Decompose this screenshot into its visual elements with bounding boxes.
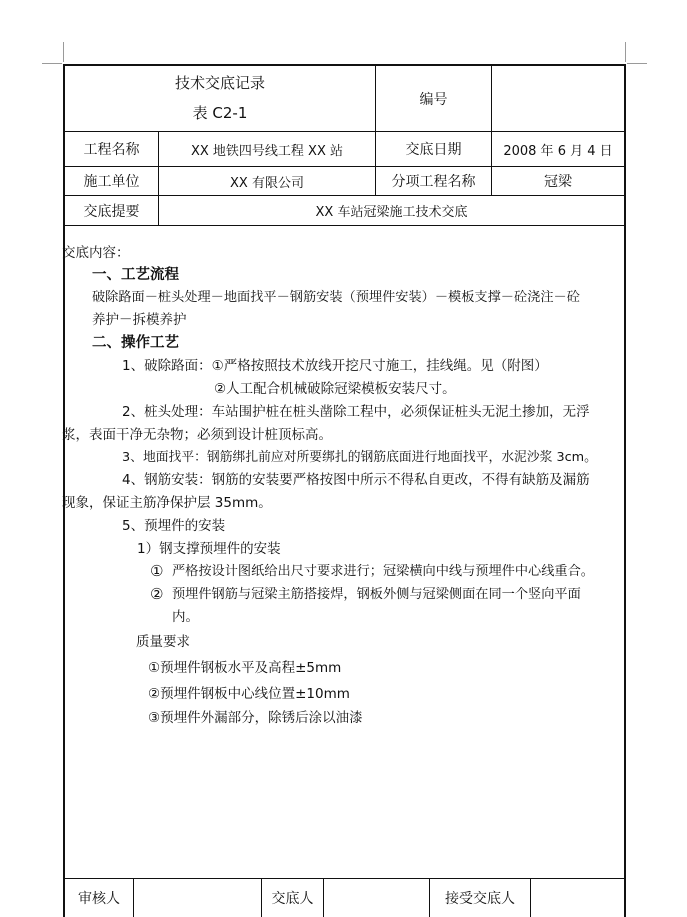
project-name-value: XX 地铁四号线工程 XX 站: [190, 143, 344, 159]
paragraph-line: 5、预埋件的安装: [122, 518, 226, 534]
list-item: 预埋件钢筋与冠梁主筋搭接焊，钢板外侧与冠梁侧面在同一个竖向平面: [172, 587, 581, 602]
summary-value: XX 车站冠梁施工技术交底: [315, 205, 468, 220]
list-item: 严格按设计图纸给出尺寸要求进行；冠梁横向中线与预埋件中心线重合。: [172, 564, 594, 579]
crop-mark-right-h: [627, 63, 647, 64]
list-item-number: ①: [150, 562, 164, 580]
project-name-label: 工程名称: [83, 142, 140, 158]
crop-mark-left-v: [63, 42, 64, 62]
process-flow-line: 破除路面－桩头处理－地面找平－钢筋安装（预埋件安装）－模板支撑－砼浇注－砼: [92, 290, 580, 305]
discloser-label: 交底人: [271, 891, 314, 907]
section-heading: 二、操作工艺: [92, 335, 179, 351]
section-heading: 一、工艺流程: [92, 267, 179, 283]
process-flow-line: 养护－拆模养护: [92, 312, 187, 328]
construction-unit-label: 施工单位: [83, 174, 140, 190]
list-item-number: ②: [150, 585, 164, 603]
subproject-name-label: 分项工程名称: [391, 174, 476, 190]
number-value[interactable]: [492, 66, 624, 131]
quality-heading: 质量要求: [136, 634, 190, 650]
row-divider: [63, 225, 626, 226]
paragraph-line: 现象，保证主筋净保护层 35mm。: [62, 495, 272, 511]
number-label: 编号: [419, 91, 448, 108]
form-right-border: [624, 64, 626, 917]
paragraph-line: 4、钢筋安装：钢筋的安装要严格按图中所示不得私自更改，不得有缺筋及漏筋: [122, 472, 590, 488]
reviewer-label: 审核人: [78, 891, 120, 907]
summary-label: 交底提要: [83, 203, 140, 220]
paragraph-line: 3、地面找平：钢筋绑扎前应对所要绑扎的钢筋底面进行地面找平，水泥沙浆 3cm。: [122, 450, 597, 465]
discloser-signature[interactable]: [324, 879, 429, 917]
paragraph-line: 1）钢支撑预埋件的安装: [137, 541, 281, 557]
paragraph-line: 浆，表面干净无杂物；必须到设计桩顶标高。: [62, 427, 332, 443]
content-intro: 交底内容：: [62, 245, 130, 261]
list-item: 内。: [172, 609, 199, 625]
paragraph-line: 1、破除路面：①严格按照技术放线开挖尺寸施工，挂线绳。见（附图）: [122, 358, 548, 374]
form-title: 技术交底记录: [174, 74, 265, 92]
paragraph-line: ②人工配合机械破除冠梁模板安装尺寸。: [214, 381, 456, 397]
form-number: 表 C2-1: [192, 104, 248, 122]
subproject-name-value: 冠梁: [544, 174, 572, 190]
construction-unit-value: XX 有限公司: [230, 175, 304, 191]
receiver-label: 接受交底人: [445, 891, 515, 907]
quality-item: ②预埋件钢板中心线位置±10mm: [148, 686, 350, 702]
disclosure-date-value: 2008 年 6 月 4 日: [503, 143, 613, 159]
paragraph-line: 2、桩头处理：车站围护桩在桩头凿除工程中，必须保证桩头无泥土掺加，无浮: [122, 404, 590, 420]
quality-item: ①预埋件钢板水平及高程±5mm: [148, 660, 342, 676]
receiver-signature[interactable]: [531, 879, 624, 917]
form-title-block: [65, 66, 375, 130]
quality-item: ③预埋件外漏部分，除锈后涂以油漆: [148, 710, 363, 726]
crop-mark-right-v: [625, 42, 626, 62]
disclosure-date-label: 交底日期: [405, 142, 462, 158]
crop-mark-left-h: [42, 63, 62, 64]
reviewer-signature[interactable]: [134, 879, 261, 917]
